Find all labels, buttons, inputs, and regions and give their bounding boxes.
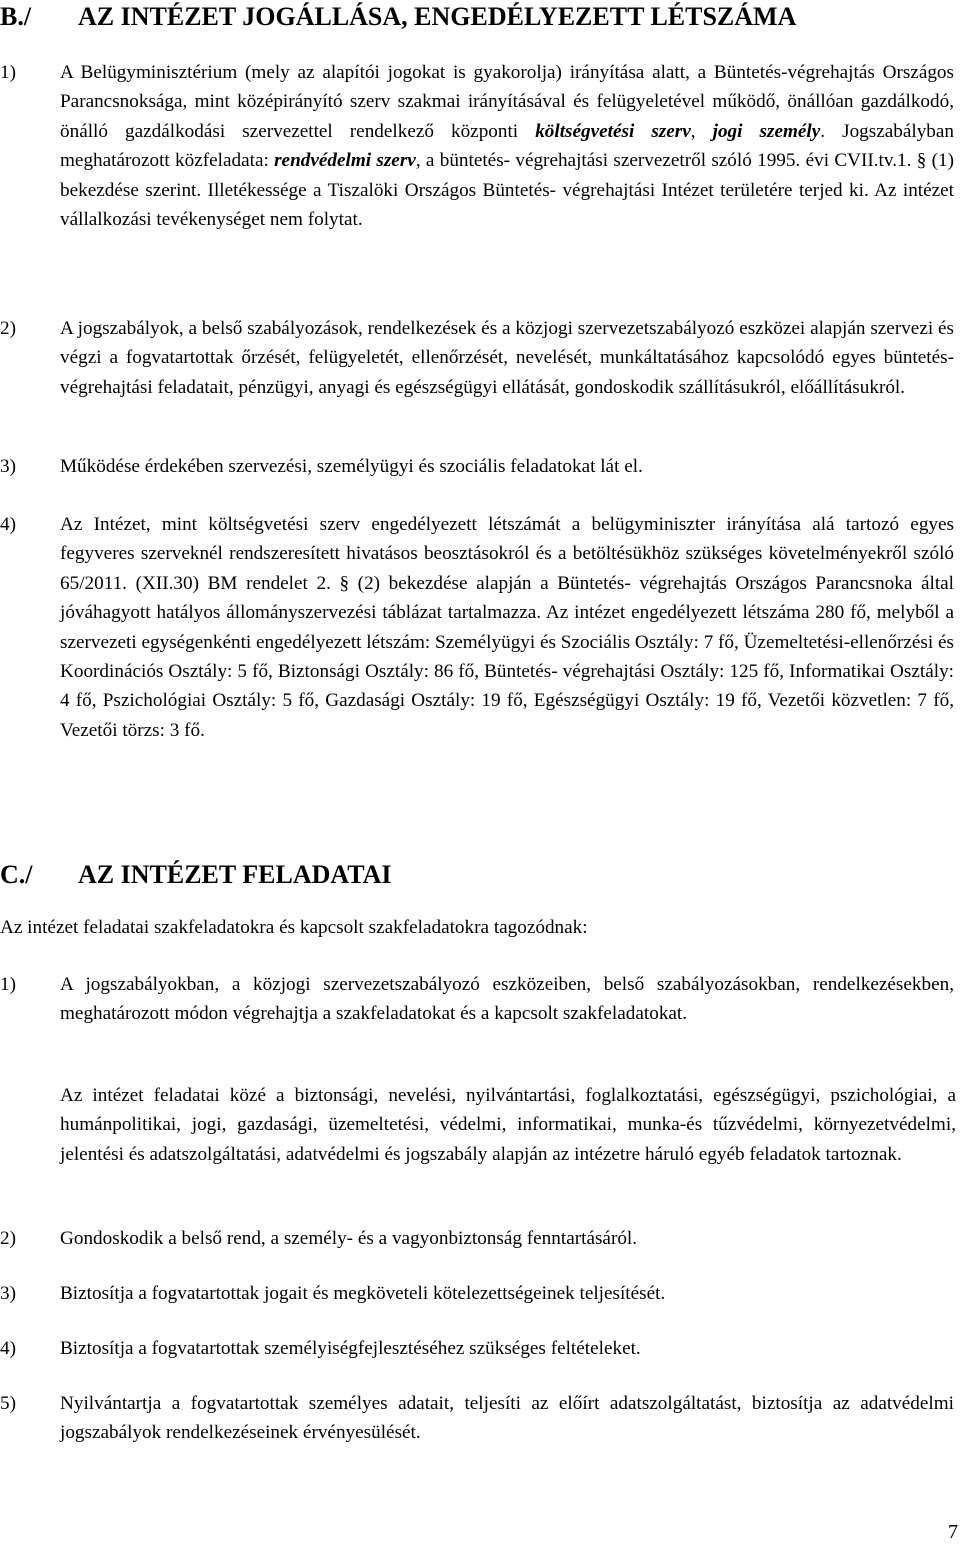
item-text: Az Intézet, mint költségvetési szerv engedélyezett létszámát a belügyminiszter irányítása alá tartozó egyes fegyveres szerveknél rendszeresített hivatásos beosztásokról és a betöltésükhöz szükséges követelményekről szóló 65/2011. (XII.30) BM rendelet 2. § (2) bekezdése alapján a Büntetés- végrehajtás Országos Parancsnoka által jóváhagyott hatályos állományszervezési táblázat tartalmazza. Az intézet engedélyezett létszáma 280 fő, melyből a szervezeti egységenkénti engedélyezett létszám: Személyügyi és Szociális Osztály: 7 fő, Üzemeltetési-ellenőrzési és Koordinációs Osztály: 5 fő, Biztonsági Osztály: 86 fő, Büntetés- végrehajtási Osztály: 125 fő, Informatikai Osztály: 4 fő, Pszichológiai Osztály: 5 fő, Gazdasági Osztály: 19 fő, Egészségügyi Osztály: 19 fő, Vezetői közvetlen: 7 fő, Vezetői törzs: 3 fő. [60, 514, 954, 741]
item-text: Gondoskodik a belső rend, a személy- és a vagyonbiztonság fenntartásáról. [60, 1228, 638, 1249]
item-number: 2) [0, 318, 16, 339]
item-text: Működése érdekében szervezési, személyügyi és szociális feladatokat lát el. [60, 456, 643, 477]
item-text: A Belügyminisztérium (mely az alapítói jogokat is gyakorolja) irányítása alatt, a Büntetés-végrehajtás Országos Parancsnoksága, mint középirányító szerv szakmai irányításával és felügyeletével működő, önállóan gazdálkodó, önálló gazdálkodási szervezettel rendelkező központi költségvetési szerv, jogi személy. Jogszabályban meghatározott közfeladata: rendvédelmi szerv, a büntetés- végrehajtási szervezetről szóló 1995. évi CVII.tv.1. § (1) bekezdése szerint. Illetékessége a Tiszalöki Országos Büntetés- végrehajtási Intézet területére terjed ki. Az intézet vállalkozási tevékenységet nem folytat. [60, 62, 954, 231]
emphasis-budget-organ: költségvetési szerv [535, 120, 691, 142]
item-number: 3) [0, 456, 16, 477]
item-number: 1) [0, 62, 16, 83]
item-text: Biztosítja a fogvatartottak jogait és megköveteli kötelezettségeinek teljesítését. [60, 1283, 666, 1304]
section-c-letter: C./ [0, 860, 33, 889]
item-text: Biztosítja a fogvatartottak személyiségfejlesztéséhez szükséges feltételeket. [60, 1338, 641, 1359]
item-number: 5) [0, 1393, 16, 1414]
section-b-letter: B./ [0, 2, 32, 31]
item-number: 2) [0, 1228, 16, 1249]
section-c-intro: Az intézet feladatai szakfeladatokra és kapcsolt szakfeladatokra tagozódnak: [0, 917, 588, 938]
item-number: 4) [0, 1338, 16, 1359]
item-text: A jogszabályok, a belső szabályozások, rendelkezések és a közjogi szervezetszabályozó eszközei alapján szervezi és végzi a fogvatartottak őrzését, felügyeletét, ellenőrzését, nevelését, munkáltatásához kapcsolódó egyes büntetés-végrehajtási feladatait, pénzügyi, anyagi és egészségügyi ellátását, gondoskodik szállításukról, előállításukról. [60, 318, 954, 398]
section-c-title: AZ INTÉZET FELADATAI [78, 860, 392, 889]
section-c-item-1-continuation: Az intézet feladatai közé a biztonsági, nevelési, nyilvántartási, foglalkoztatási, egészségügyi, pszichológiai, a humánpolitikai, jogi, gazdasági, üzemeltetési, védelmi, informatikai, munka-és tűzvédelmi, környezetvédelmi, jelentési és adatszolgáltatási, adatvédelmi és jogszabály alapján az intézetre háruló egyéb feladatok tartoznak. [60, 1085, 956, 1165]
emphasis-law-enforcement: rendvédelmi szerv [274, 150, 416, 172]
item-text: Nyilvántartja a fogvatartottak személyes adatait, teljesíti az előírt adatszolgáltatást, biztosítja az adatvédelmi jogszabályok rendelkezéseinek érvényesülését. [60, 1393, 954, 1444]
item-number: 1) [0, 974, 16, 995]
item-text: A jogszabályokban, a közjogi szervezetszabályozó eszközeiben, belső szabályozásokban, rendelkezésekben, meghatározott módon végrehajtja a szakfeladatokat és a kapcsolt szakfeladatokat. [60, 974, 954, 1025]
section-b-title: AZ INTÉZET JOGÁLLÁSA, ENGEDÉLYEZETT LÉTSZÁMA [78, 2, 797, 31]
item-number: 3) [0, 1283, 16, 1304]
page-number: 7 [948, 1521, 958, 1543]
emphasis-legal-person: jogi személy [712, 120, 821, 142]
item-number: 4) [0, 514, 16, 535]
